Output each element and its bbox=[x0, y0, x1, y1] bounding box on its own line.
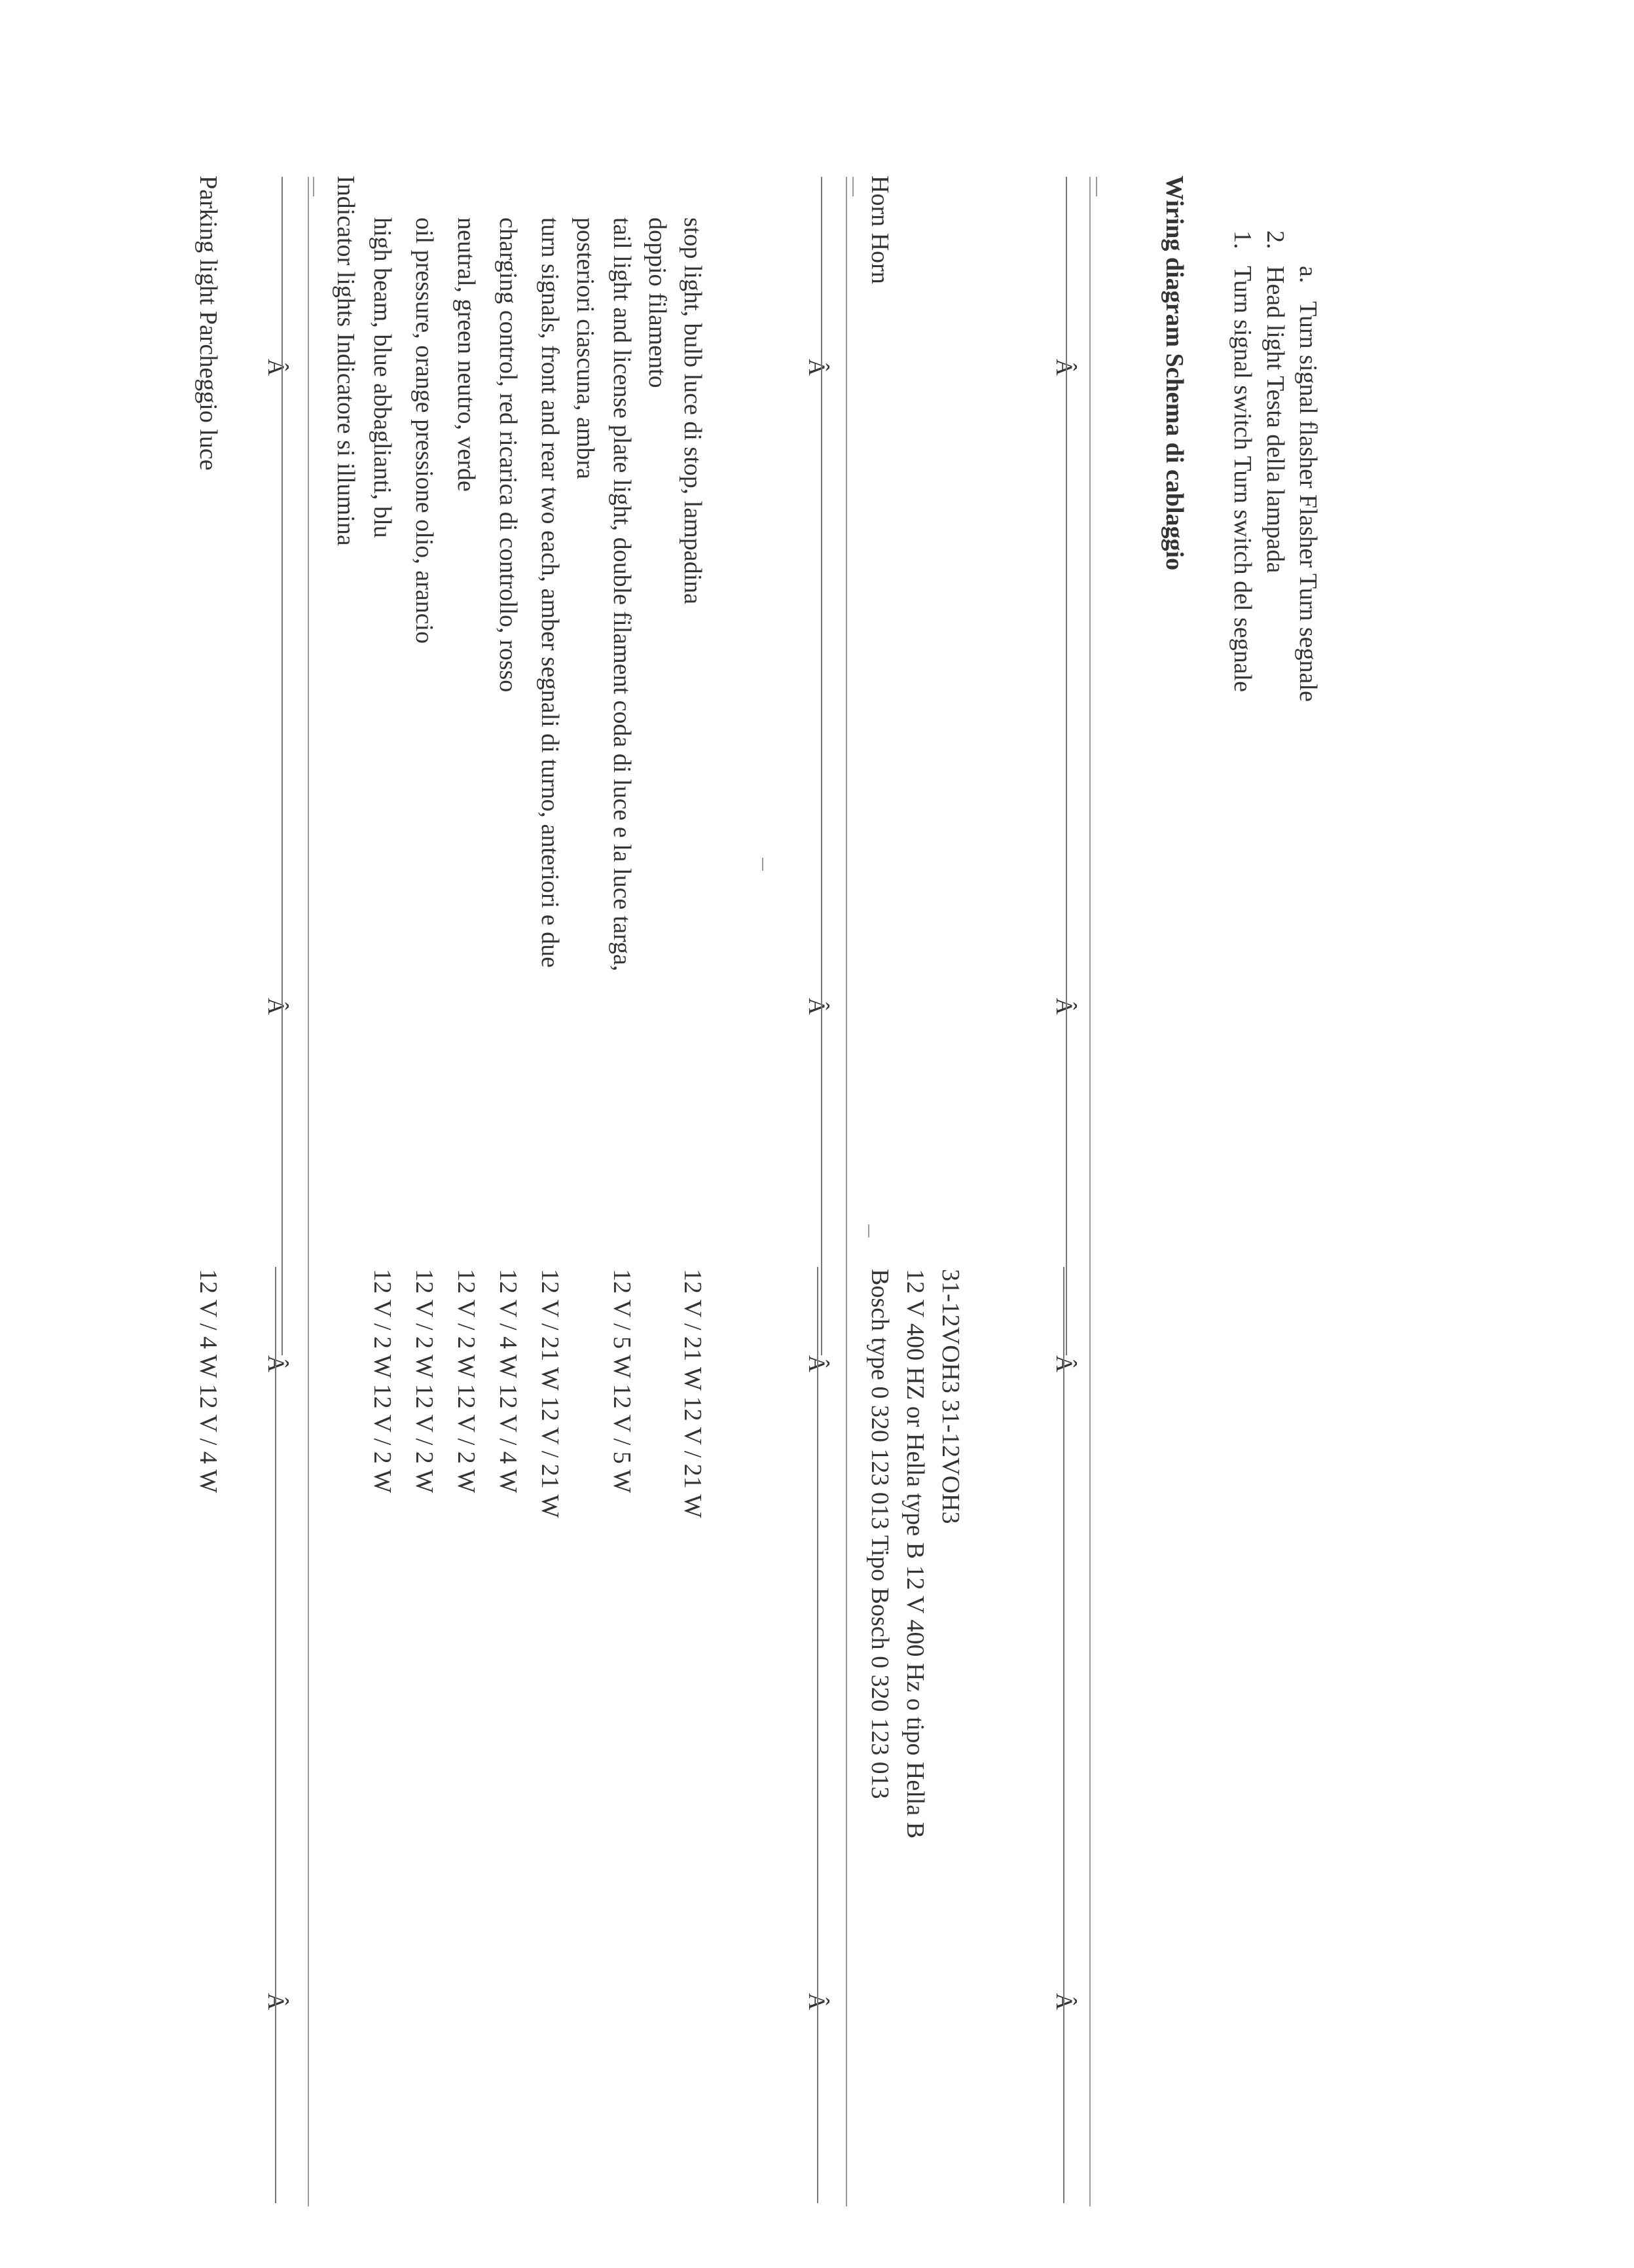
placeholder-mark: Â bbox=[263, 359, 289, 376]
list-number: 1. bbox=[1229, 230, 1256, 249]
turn-signal-label-cont: posteriori ciascuna, ambra bbox=[572, 217, 599, 479]
rule bbox=[1066, 177, 1067, 1355]
placeholder-mark: Â bbox=[263, 1355, 289, 1372]
placeholder-mark: Â bbox=[804, 998, 830, 1015]
indicator-item-label: oil pressure, orange pressione olio, arancio bbox=[410, 217, 438, 644]
rule bbox=[821, 177, 822, 1355]
rule bbox=[846, 177, 847, 2206]
placeholder-mark: Â bbox=[1051, 1355, 1078, 1372]
rule bbox=[1089, 177, 1091, 2206]
indicator-item-value: 12 V / 2 W 12 V / 2 W bbox=[410, 1269, 438, 1493]
indicator-item-value: 12 V / 4 W 12 V / 4 W bbox=[494, 1269, 522, 1493]
stop-light-value: 12 V / 21 W 12 V / 21 W bbox=[679, 1269, 706, 1518]
wiring-title: Wiring diagram Schema di cablaggio bbox=[1161, 175, 1188, 571]
indicator-item-value: 12 V / 2 W 12 V / 2 W bbox=[369, 1269, 396, 1493]
tail-light-value: 12 V / 5 W 12 V / 5 W bbox=[608, 1269, 636, 1493]
indicator-item-label: high beam, blue abbaglianti, blu bbox=[369, 217, 396, 538]
placeholder-mark: Â bbox=[804, 1993, 830, 2010]
horn-value: Bosch type 0 320 123 013 Tipo Bosch 0 320 123 013 bbox=[866, 1269, 894, 1799]
rule bbox=[852, 177, 854, 196]
rule bbox=[868, 1224, 869, 1237]
indicator-item-value: 12 V / 2 W 12 V / 2 W bbox=[452, 1269, 480, 1493]
list-letter: a. bbox=[1294, 266, 1322, 284]
horn-value-cont: 12 V 400 HZ or Hella type B 12 V 400 Hz o tipo Hella B bbox=[901, 1269, 929, 1839]
rule bbox=[1063, 1267, 1064, 2203]
horn-value-cont: 31-12VOH3 31-12VOH3 bbox=[937, 1269, 964, 1524]
placeholder-mark: Â bbox=[263, 998, 289, 1015]
turn-signal-label: turn signals, front and rear two each, amber segnali di turno, anteriori e due bbox=[536, 217, 564, 968]
placeholder-mark: Â bbox=[1051, 359, 1078, 376]
turn-signal-value: 12 V / 21 W 12 V / 21 W bbox=[536, 1269, 564, 1518]
wiring-list-item bbox=[1228, 230, 1257, 692]
placeholder-mark: Â bbox=[263, 1993, 289, 2010]
wiring-list-item bbox=[1261, 230, 1290, 573]
wiring-sublist-item bbox=[1294, 266, 1322, 702]
stop-light-label: stop light, bulb luce di stop, lampadina bbox=[679, 217, 706, 605]
rule bbox=[817, 1267, 818, 2203]
rule bbox=[762, 858, 763, 871]
parking-label: Parking light Parcheggio luce bbox=[194, 175, 222, 471]
rule bbox=[313, 177, 314, 196]
list-text: Head light Testa della lampada bbox=[1262, 266, 1289, 574]
rule bbox=[1096, 177, 1097, 196]
list-number: 2. bbox=[1262, 230, 1289, 249]
placeholder-mark: Â bbox=[1051, 998, 1078, 1015]
indicator-item-label: charging control, red ricarica di controllo, rosso bbox=[494, 217, 522, 693]
indicator-item-label: neutral, green neutro, verde bbox=[452, 217, 480, 492]
parking-value: 12 V / 4 W 12 V / 4 W bbox=[194, 1269, 222, 1493]
rule bbox=[275, 1267, 276, 2203]
tail-light-label-cont: doppio filamento bbox=[644, 217, 671, 388]
rule bbox=[281, 177, 283, 1355]
indicator-label: Indicator lights Indicatore si illumina bbox=[332, 175, 359, 546]
tail-light-label: tail light and license plate light, double filament coda di luce e la luce targa, bbox=[608, 217, 636, 972]
placeholder-mark: Â bbox=[804, 359, 830, 376]
list-text: Turn signal switch Turn switch del segnale bbox=[1229, 266, 1256, 692]
list-text: Turn signal flasher Flasher Turn segnale bbox=[1294, 301, 1322, 702]
rule bbox=[308, 177, 309, 2206]
horn-label: Horn Horn bbox=[866, 175, 894, 284]
placeholder-mark: Â bbox=[804, 1355, 830, 1372]
placeholder-mark: Â bbox=[1051, 1993, 1078, 2010]
